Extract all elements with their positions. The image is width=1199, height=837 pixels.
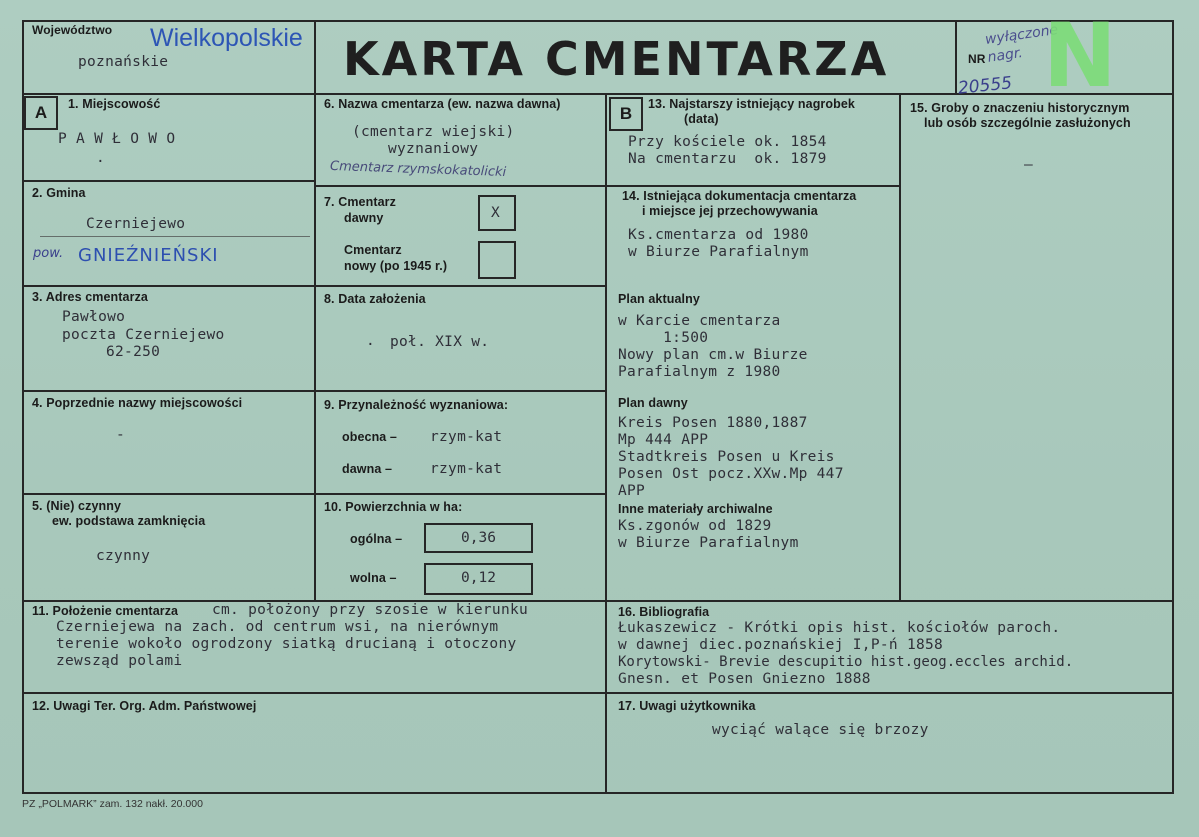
f11-line-3: terenie wokoło ogrodzony siatką drucianą i otoczony: [56, 636, 517, 652]
f13-line-2: Na cmentarzu ok. 1879: [628, 151, 827, 167]
f10-ogolna-value: 0,36: [424, 523, 533, 553]
f16-label: 16. Bibliografia: [618, 605, 710, 619]
f3-line-2: poczta Czerniejewo: [62, 327, 225, 343]
nr-value: 20555: [957, 73, 1013, 99]
wojewodztwo-label: Województwo: [32, 23, 113, 37]
f10-wolna-value: 0,12: [424, 563, 533, 595]
f11-line-1: cm. położony przy szosie w kierunku: [212, 602, 529, 618]
page-title: KARTA CMENTARZA: [343, 32, 890, 86]
row-mid-2: [314, 285, 606, 287]
f17-label: 17. Uwagi użytkownika: [618, 699, 756, 713]
f3-label: 3. Adres cmentarza: [32, 290, 148, 304]
f16-line-1: Łukaszewicz - Krótki opis hist. kościołów paroch.: [618, 620, 1061, 636]
plan-dawny-line-4: Posen Ost pocz.XXw.Mp 447: [618, 466, 844, 482]
wojewodztwo-value: poznańskie: [78, 54, 169, 70]
f12-label: 12. Uwagi Ter. Org. Adm. Państwowej: [32, 699, 257, 713]
wojewodztwo-stamp: Wielkopolskie: [150, 24, 303, 52]
f6-handwritten: Cmentarz rzymskokatolicki: [329, 158, 507, 181]
frame-top: [22, 20, 1174, 22]
row-mid-1: [314, 185, 606, 187]
plan-dawny-line-1: Kreis Posen 1880,1887: [618, 415, 808, 431]
plan-dawny-label: Plan dawny: [618, 396, 688, 410]
f10-label: 10. Powierzchnia w ha:: [324, 500, 463, 514]
row-left-1: [22, 180, 315, 182]
inne-label: Inne materiały archiwalne: [618, 502, 773, 516]
nr-note: wyłączone nagr.: [984, 21, 1060, 66]
f9-label: 9. Przynależność wyznaniowa:: [324, 398, 509, 412]
f8-dot: .: [366, 333, 376, 349]
col-divider-2: [605, 93, 607, 793]
f2-value: Czerniejewo: [86, 216, 186, 232]
section-a-badge: A: [24, 96, 58, 130]
f1-label: 1. Miejscowość: [68, 97, 161, 111]
row-mid-3: [314, 390, 606, 392]
f8-label: 8. Data założenia: [324, 292, 426, 306]
nr-label: NR: [968, 52, 986, 66]
plan-dawny-line-3: Stadtkreis Posen u Kreis: [618, 449, 835, 465]
row-bottom-1: [22, 600, 1174, 602]
f3-line-3: 62-250: [106, 344, 161, 360]
f8-value: poł. XIX w.: [390, 334, 490, 350]
f15-value: –: [1024, 157, 1034, 173]
f11-line-4: zewsząd polami: [56, 653, 183, 669]
f6-label: 6. Nazwa cmentarza (ew. nazwa dawna): [324, 97, 561, 111]
f7-nowy: nowy (po 1945 r.): [344, 259, 448, 273]
f2-pow-value: GNIEŹNIEŃSKI: [78, 245, 219, 266]
f9-obecna-value: rzym-kat: [430, 429, 503, 445]
printer-footer: PZ „POLMARK” zam. 132 nakł. 20.000: [22, 798, 203, 810]
section-b-badge: B: [609, 97, 643, 131]
f5-value: czynny: [96, 548, 151, 564]
plan-aktualny-line-2: 1:500: [618, 330, 709, 346]
plan-dawny-line-5: APP: [618, 483, 646, 499]
f15-label-2: lub osób szczególnie zasłużonych: [924, 116, 1131, 130]
f1-value: P A W Ł O W O: [58, 131, 176, 147]
row-mid-4: [314, 493, 606, 495]
f9-dawna-value: rzym-kat: [430, 461, 503, 477]
frame-right: [1172, 20, 1174, 794]
f14-line-2: w Biurze Parafialnym: [628, 244, 809, 260]
f5-label-1: 5. (Nie) czynny: [32, 499, 122, 513]
plan-aktualny-line-3: Nowy plan cm.w Biurze: [618, 347, 808, 363]
f14-line-1: Ks.cmentarza od 1980: [628, 227, 809, 243]
f4-label: 4. Poprzednie nazwy miejscowości: [32, 396, 243, 410]
f17-value: wyciąć walące się brzozy: [712, 722, 929, 738]
f6-line-2: wyznaniowy: [388, 141, 479, 157]
plan-dawny-line-2: Mp 444 APP: [618, 432, 709, 448]
f1-dot: .: [96, 150, 106, 166]
f5-label-2: ew. podstawa zamknięcia: [52, 514, 206, 528]
f7-dawny-checkbox: [478, 195, 516, 231]
f3-line-1: Pawłowo: [62, 309, 126, 325]
row-left-4: [22, 493, 315, 495]
frame-bottom: [22, 792, 1174, 794]
f9-dawna-label: dawna –: [342, 462, 393, 476]
f13-label-1: 13. Najstarszy istniejący nagrobek: [648, 97, 855, 111]
f2-pow-prefix: pow.: [33, 246, 64, 261]
header-divider-1: [314, 20, 316, 94]
f13-label-2: (data): [684, 112, 719, 126]
f14-label-2: i miejsce jej przechowywania: [642, 204, 818, 218]
f6-line-1: (cmentarz wiejski): [352, 124, 515, 140]
f2-label: 2. Gmina: [32, 186, 86, 200]
col-divider-3: [899, 93, 901, 601]
f11-label: 11. Położenie cmentarza: [32, 604, 179, 618]
f4-value: -: [116, 427, 126, 443]
f11-line-2: Czerniejewa na zach. od centrum wsi, na nierównym: [56, 619, 499, 635]
frame-left: [22, 20, 24, 794]
f16-line-2: w dawnej diec.poznańskiej I,P-ń 1858: [618, 637, 944, 653]
f13-line-1: Przy kościele ok. 1854: [628, 134, 827, 150]
f7-dawny-mark: X: [491, 205, 501, 221]
inne-line-1: Ks.zgonów od 1829: [618, 518, 772, 534]
plan-aktualny-line-1: w Karcie cmentarza: [618, 313, 781, 329]
plan-aktualny-label: Plan aktualny: [618, 292, 700, 306]
plan-aktualny-line-4: Parafialnym z 1980: [618, 364, 781, 380]
row-left-2: [22, 285, 315, 287]
col-divider-1: [314, 93, 316, 601]
row-bottom-2: [22, 692, 1174, 694]
f16-line-3: Korytowski- Brevie descupitio hist.geog.eccles archid.: [618, 654, 1074, 670]
f14-label-1: 14. Istniejąca dokumentacja cmentarza: [622, 189, 857, 203]
f9-obecna-label: obecna –: [342, 430, 397, 444]
f10-wolna-label: wolna –: [350, 571, 397, 585]
row-left-3: [22, 390, 315, 392]
f15-label-1: 15. Groby o znaczeniu historycznym: [910, 101, 1130, 115]
f16-line-4: Gnesn. et Posen Gniezno 1888: [618, 671, 871, 687]
row-right-1: [605, 185, 900, 187]
f7-nowy-checkbox: [478, 241, 516, 279]
f7-dawny: dawny: [344, 211, 384, 225]
n-stamp: N: [1043, 4, 1117, 107]
f7-label: 7. Cmentarz: [324, 195, 396, 209]
f2-underline: [40, 236, 310, 237]
f7-nowy-label: Cmentarz: [344, 243, 402, 257]
inne-line-2: w Biurze Parafialnym: [618, 535, 799, 551]
f10-ogolna-label: ogólna –: [350, 532, 403, 546]
